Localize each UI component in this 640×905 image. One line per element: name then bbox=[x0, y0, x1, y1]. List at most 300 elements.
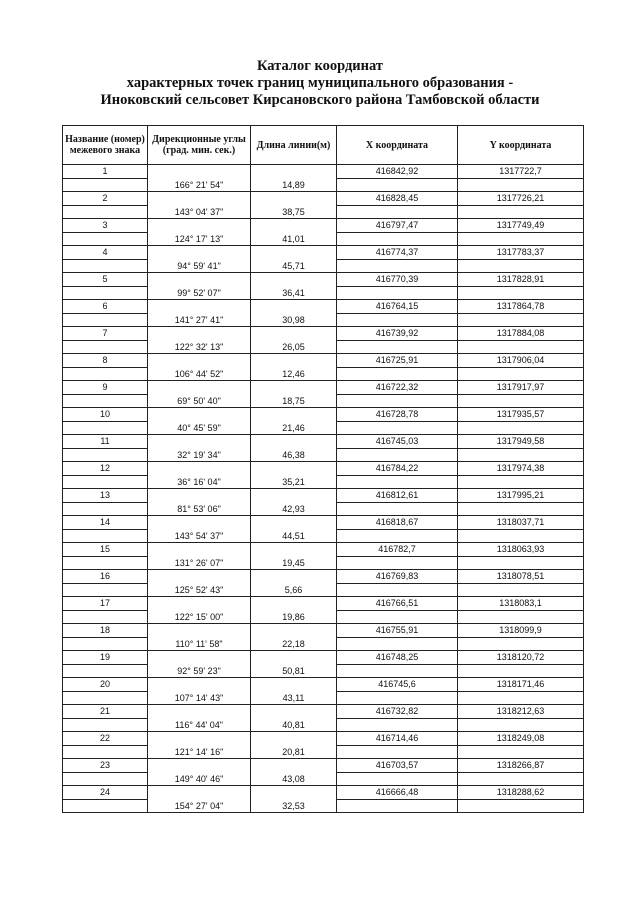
segment-row bbox=[63, 394, 584, 408]
point-row bbox=[63, 273, 584, 287]
empty-cell bbox=[337, 340, 458, 354]
empty-cell bbox=[251, 786, 337, 800]
segment-row bbox=[63, 718, 584, 732]
empty-cell bbox=[251, 651, 337, 665]
x-coordinate: 416732,82 bbox=[337, 705, 458, 719]
direction-angle: 125° 52' 43" bbox=[148, 583, 251, 597]
line-length: 30,98 bbox=[251, 313, 337, 327]
empty-cell bbox=[337, 745, 458, 759]
direction-angle: 110° 11' 58" bbox=[148, 637, 251, 651]
empty-cell bbox=[337, 259, 458, 273]
point-row bbox=[63, 597, 584, 611]
point-number: 3 bbox=[63, 219, 148, 233]
empty-cell bbox=[458, 664, 584, 678]
empty-cell bbox=[63, 475, 148, 489]
empty-cell bbox=[63, 394, 148, 408]
empty-cell bbox=[458, 718, 584, 732]
empty-cell bbox=[337, 583, 458, 597]
segment-row bbox=[63, 799, 584, 813]
y-coordinate: 1317884,08 bbox=[458, 327, 584, 341]
direction-angle: 122° 32' 13" bbox=[148, 340, 251, 354]
empty-cell bbox=[63, 556, 148, 570]
empty-cell bbox=[337, 286, 458, 300]
title-line-1: Каталог координат bbox=[256, 58, 384, 74]
empty-cell bbox=[148, 381, 251, 395]
empty-cell bbox=[458, 313, 584, 327]
empty-cell bbox=[63, 178, 148, 192]
empty-cell bbox=[337, 502, 458, 516]
line-length: 21,46 bbox=[251, 421, 337, 435]
empty-cell bbox=[148, 489, 251, 503]
x-coordinate: 416797,47 bbox=[337, 219, 458, 233]
x-coordinate: 416828,45 bbox=[337, 192, 458, 206]
empty-cell bbox=[458, 205, 584, 219]
segment-row bbox=[63, 178, 584, 192]
direction-angle: 141° 27' 41" bbox=[148, 313, 251, 327]
empty-cell bbox=[251, 300, 337, 314]
empty-cell bbox=[63, 664, 148, 678]
empty-cell bbox=[148, 705, 251, 719]
x-coordinate: 416755,91 bbox=[337, 624, 458, 638]
point-number: 1 bbox=[63, 165, 148, 179]
x-coordinate: 416784,22 bbox=[337, 462, 458, 476]
segment-row bbox=[63, 637, 584, 651]
y-coordinate: 1317864,78 bbox=[458, 300, 584, 314]
point-row bbox=[63, 516, 584, 530]
empty-cell bbox=[148, 192, 251, 206]
x-coordinate: 416745,03 bbox=[337, 435, 458, 449]
document-title bbox=[0, 58, 640, 109]
x-coordinate: 416782,7 bbox=[337, 543, 458, 557]
point-row bbox=[63, 219, 584, 233]
segment-row bbox=[63, 529, 584, 543]
empty-cell bbox=[337, 394, 458, 408]
direction-angle: 122° 15' 00" bbox=[148, 610, 251, 624]
x-coordinate: 416666,48 bbox=[337, 786, 458, 800]
y-coordinate: 1317783,37 bbox=[458, 246, 584, 260]
empty-cell bbox=[63, 583, 148, 597]
empty-cell bbox=[148, 435, 251, 449]
direction-angle: 131° 26' 07" bbox=[148, 556, 251, 570]
point-number: 12 bbox=[63, 462, 148, 476]
y-coordinate: 1318288,62 bbox=[458, 786, 584, 800]
point-number: 18 bbox=[63, 624, 148, 638]
direction-angle: 154° 27' 04" bbox=[148, 799, 251, 813]
segment-row bbox=[63, 259, 584, 273]
empty-cell bbox=[148, 516, 251, 530]
segment-row bbox=[63, 502, 584, 516]
empty-cell bbox=[251, 732, 337, 746]
direction-angle: 99° 52' 07" bbox=[148, 286, 251, 300]
point-number: 4 bbox=[63, 246, 148, 260]
empty-cell bbox=[458, 691, 584, 705]
empty-cell bbox=[63, 772, 148, 786]
point-number: 2 bbox=[63, 192, 148, 206]
y-coordinate: 1317828,91 bbox=[458, 273, 584, 287]
segment-row bbox=[63, 772, 584, 786]
point-row bbox=[63, 381, 584, 395]
line-length: 41,01 bbox=[251, 232, 337, 246]
segment-row bbox=[63, 340, 584, 354]
empty-cell bbox=[148, 732, 251, 746]
y-coordinate: 1318171,46 bbox=[458, 678, 584, 692]
segment-row bbox=[63, 448, 584, 462]
segment-row bbox=[63, 232, 584, 246]
empty-cell bbox=[458, 421, 584, 435]
empty-cell bbox=[251, 381, 337, 395]
point-number: 10 bbox=[63, 408, 148, 422]
empty-cell bbox=[63, 340, 148, 354]
empty-cell bbox=[251, 273, 337, 287]
line-length: 43,11 bbox=[251, 691, 337, 705]
point-row bbox=[63, 354, 584, 368]
empty-cell bbox=[148, 462, 251, 476]
point-row bbox=[63, 300, 584, 314]
line-length: 20,81 bbox=[251, 745, 337, 759]
empty-cell bbox=[251, 759, 337, 773]
empty-cell bbox=[251, 624, 337, 638]
empty-cell bbox=[148, 786, 251, 800]
y-coordinate: 1317974,38 bbox=[458, 462, 584, 476]
empty-cell bbox=[148, 678, 251, 692]
segment-row bbox=[63, 664, 584, 678]
line-length: 36,41 bbox=[251, 286, 337, 300]
y-coordinate: 1318037,71 bbox=[458, 516, 584, 530]
direction-angle: 106° 44' 52" bbox=[148, 367, 251, 381]
point-number: 11 bbox=[63, 435, 148, 449]
empty-cell bbox=[251, 516, 337, 530]
empty-cell bbox=[337, 610, 458, 624]
y-coordinate: 1317995,21 bbox=[458, 489, 584, 503]
line-length: 50,81 bbox=[251, 664, 337, 678]
header-x: X координата bbox=[337, 126, 458, 165]
line-length: 18,75 bbox=[251, 394, 337, 408]
empty-cell bbox=[337, 556, 458, 570]
point-number: 16 bbox=[63, 570, 148, 584]
x-coordinate: 416714,46 bbox=[337, 732, 458, 746]
y-coordinate: 1317917,97 bbox=[458, 381, 584, 395]
line-length: 42,93 bbox=[251, 502, 337, 516]
point-number: 19 bbox=[63, 651, 148, 665]
point-row bbox=[63, 489, 584, 503]
point-number: 23 bbox=[63, 759, 148, 773]
empty-cell bbox=[251, 246, 337, 260]
empty-cell bbox=[458, 637, 584, 651]
direction-angle: 121° 14' 16" bbox=[148, 745, 251, 759]
line-length: 14,89 bbox=[251, 178, 337, 192]
segment-row bbox=[63, 313, 584, 327]
empty-cell bbox=[337, 205, 458, 219]
empty-cell bbox=[337, 691, 458, 705]
empty-cell bbox=[337, 772, 458, 786]
segment-row bbox=[63, 583, 584, 597]
header-angle: Дирекционные углы (град. мин. сек.) bbox=[148, 126, 251, 165]
empty-cell bbox=[337, 529, 458, 543]
point-row bbox=[63, 678, 584, 692]
x-coordinate: 416842,92 bbox=[337, 165, 458, 179]
point-row bbox=[63, 759, 584, 773]
empty-cell bbox=[251, 192, 337, 206]
direction-angle: 36° 16' 04" bbox=[148, 475, 251, 489]
empty-cell bbox=[337, 178, 458, 192]
direction-angle: 94° 59' 41" bbox=[148, 259, 251, 273]
empty-cell bbox=[458, 178, 584, 192]
x-coordinate: 416722,32 bbox=[337, 381, 458, 395]
direction-angle: 124° 17' 13" bbox=[148, 232, 251, 246]
point-row bbox=[63, 462, 584, 476]
x-coordinate: 416774,37 bbox=[337, 246, 458, 260]
point-number: 24 bbox=[63, 786, 148, 800]
line-length: 38,75 bbox=[251, 205, 337, 219]
direction-angle: 116° 44' 04" bbox=[148, 718, 251, 732]
segment-row bbox=[63, 610, 584, 624]
segment-row bbox=[63, 205, 584, 219]
point-row bbox=[63, 705, 584, 719]
direction-angle: 166° 21' 54" bbox=[148, 178, 251, 192]
x-coordinate: 416769,83 bbox=[337, 570, 458, 584]
empty-cell bbox=[337, 313, 458, 327]
line-length: 19,45 bbox=[251, 556, 337, 570]
point-row bbox=[63, 543, 584, 557]
segment-row bbox=[63, 556, 584, 570]
empty-cell bbox=[63, 421, 148, 435]
direction-angle: 143° 04' 37" bbox=[148, 205, 251, 219]
line-length: 43,08 bbox=[251, 772, 337, 786]
segment-row bbox=[63, 691, 584, 705]
empty-cell bbox=[63, 259, 148, 273]
segment-row bbox=[63, 286, 584, 300]
empty-cell bbox=[148, 300, 251, 314]
empty-cell bbox=[251, 570, 337, 584]
empty-cell bbox=[63, 232, 148, 246]
line-length: 32,53 bbox=[251, 799, 337, 813]
empty-cell bbox=[251, 597, 337, 611]
point-row bbox=[63, 732, 584, 746]
point-number: 13 bbox=[63, 489, 148, 503]
line-length: 45,71 bbox=[251, 259, 337, 273]
point-number: 15 bbox=[63, 543, 148, 557]
line-length: 12,46 bbox=[251, 367, 337, 381]
direction-angle: 69° 50' 40" bbox=[148, 394, 251, 408]
empty-cell bbox=[251, 327, 337, 341]
x-coordinate: 416818,67 bbox=[337, 516, 458, 530]
line-length: 22,18 bbox=[251, 637, 337, 651]
x-coordinate: 416764,15 bbox=[337, 300, 458, 314]
header-y: Y координата bbox=[458, 126, 584, 165]
empty-cell bbox=[148, 651, 251, 665]
point-number: 17 bbox=[63, 597, 148, 611]
empty-cell bbox=[148, 327, 251, 341]
empty-cell bbox=[337, 421, 458, 435]
segment-row bbox=[63, 745, 584, 759]
y-coordinate: 1317722,7 bbox=[458, 165, 584, 179]
title-line-2: характерных точек границ муниципального образования - bbox=[126, 75, 514, 91]
empty-cell bbox=[148, 408, 251, 422]
point-row bbox=[63, 408, 584, 422]
point-number: 20 bbox=[63, 678, 148, 692]
point-row bbox=[63, 624, 584, 638]
direction-angle: 107° 14' 43" bbox=[148, 691, 251, 705]
line-length: 5,66 bbox=[251, 583, 337, 597]
empty-cell bbox=[148, 219, 251, 233]
empty-cell bbox=[458, 286, 584, 300]
x-coordinate: 416728,78 bbox=[337, 408, 458, 422]
direction-angle: 32° 19' 34" bbox=[148, 448, 251, 462]
line-length: 35,21 bbox=[251, 475, 337, 489]
empty-cell bbox=[251, 705, 337, 719]
point-row bbox=[63, 327, 584, 341]
title-line-3: Иноковский сельсовет Кирсановского района Тамбовской области bbox=[100, 92, 540, 108]
empty-cell bbox=[458, 745, 584, 759]
x-coordinate: 416812,61 bbox=[337, 489, 458, 503]
x-coordinate: 416748,25 bbox=[337, 651, 458, 665]
empty-cell bbox=[458, 232, 584, 246]
empty-cell bbox=[148, 570, 251, 584]
empty-cell bbox=[251, 219, 337, 233]
empty-cell bbox=[63, 799, 148, 813]
empty-cell bbox=[337, 799, 458, 813]
y-coordinate: 1318063,93 bbox=[458, 543, 584, 557]
x-coordinate: 416739,92 bbox=[337, 327, 458, 341]
point-number: 9 bbox=[63, 381, 148, 395]
table-body bbox=[63, 165, 584, 813]
y-coordinate: 1318212,63 bbox=[458, 705, 584, 719]
line-length: 44,51 bbox=[251, 529, 337, 543]
empty-cell bbox=[148, 624, 251, 638]
empty-cell bbox=[63, 205, 148, 219]
empty-cell bbox=[251, 489, 337, 503]
empty-cell bbox=[63, 691, 148, 705]
empty-cell bbox=[63, 637, 148, 651]
point-number: 6 bbox=[63, 300, 148, 314]
empty-cell bbox=[63, 367, 148, 381]
direction-angle: 81° 53' 06" bbox=[148, 502, 251, 516]
line-length: 46,38 bbox=[251, 448, 337, 462]
point-number: 7 bbox=[63, 327, 148, 341]
direction-angle: 40° 45' 59" bbox=[148, 421, 251, 435]
empty-cell bbox=[251, 354, 337, 368]
empty-cell bbox=[63, 313, 148, 327]
empty-cell bbox=[337, 718, 458, 732]
empty-cell bbox=[63, 718, 148, 732]
header-name: Название (номер) межевого знака bbox=[63, 126, 148, 165]
empty-cell bbox=[148, 354, 251, 368]
empty-cell bbox=[251, 408, 337, 422]
line-length: 40,81 bbox=[251, 718, 337, 732]
empty-cell bbox=[458, 394, 584, 408]
y-coordinate: 1317935,57 bbox=[458, 408, 584, 422]
empty-cell bbox=[337, 448, 458, 462]
x-coordinate: 416770,39 bbox=[337, 273, 458, 287]
header-length: Длина линии(м) bbox=[251, 126, 337, 165]
y-coordinate: 1317726,21 bbox=[458, 192, 584, 206]
point-number: 5 bbox=[63, 273, 148, 287]
empty-cell bbox=[251, 435, 337, 449]
segment-row bbox=[63, 475, 584, 489]
empty-cell bbox=[148, 543, 251, 557]
point-row bbox=[63, 246, 584, 260]
empty-cell bbox=[63, 286, 148, 300]
empty-cell bbox=[148, 273, 251, 287]
empty-cell bbox=[458, 583, 584, 597]
y-coordinate: 1317749,49 bbox=[458, 219, 584, 233]
empty-cell bbox=[63, 529, 148, 543]
y-coordinate: 1318099,9 bbox=[458, 624, 584, 638]
direction-angle: 92° 59' 23" bbox=[148, 664, 251, 678]
x-coordinate: 416725,91 bbox=[337, 354, 458, 368]
empty-cell bbox=[337, 367, 458, 381]
empty-cell bbox=[337, 475, 458, 489]
segment-row bbox=[63, 421, 584, 435]
table-header-row bbox=[63, 126, 584, 165]
empty-cell bbox=[251, 462, 337, 476]
empty-cell bbox=[458, 556, 584, 570]
point-row bbox=[63, 570, 584, 584]
y-coordinate: 1318120,72 bbox=[458, 651, 584, 665]
y-coordinate: 1318266,87 bbox=[458, 759, 584, 773]
empty-cell bbox=[148, 165, 251, 179]
point-number: 22 bbox=[63, 732, 148, 746]
x-coordinate: 416745,6 bbox=[337, 678, 458, 692]
empty-cell bbox=[337, 637, 458, 651]
point-row bbox=[63, 165, 584, 179]
segment-row bbox=[63, 367, 584, 381]
empty-cell bbox=[458, 529, 584, 543]
y-coordinate: 1317906,04 bbox=[458, 354, 584, 368]
point-row bbox=[63, 786, 584, 800]
empty-cell bbox=[337, 664, 458, 678]
y-coordinate: 1318249,08 bbox=[458, 732, 584, 746]
y-coordinate: 1318078,51 bbox=[458, 570, 584, 584]
empty-cell bbox=[458, 502, 584, 516]
y-coordinate: 1318083,1 bbox=[458, 597, 584, 611]
line-length: 26,05 bbox=[251, 340, 337, 354]
point-row bbox=[63, 192, 584, 206]
empty-cell bbox=[63, 745, 148, 759]
direction-angle: 149° 40' 46" bbox=[148, 772, 251, 786]
point-row bbox=[63, 435, 584, 449]
empty-cell bbox=[148, 597, 251, 611]
empty-cell bbox=[63, 448, 148, 462]
empty-cell bbox=[458, 799, 584, 813]
empty-cell bbox=[458, 610, 584, 624]
empty-cell bbox=[458, 475, 584, 489]
empty-cell bbox=[337, 232, 458, 246]
point-number: 8 bbox=[63, 354, 148, 368]
direction-angle: 143° 54' 37" bbox=[148, 529, 251, 543]
empty-cell bbox=[458, 772, 584, 786]
empty-cell bbox=[63, 610, 148, 624]
point-number: 14 bbox=[63, 516, 148, 530]
empty-cell bbox=[458, 259, 584, 273]
point-number: 21 bbox=[63, 705, 148, 719]
x-coordinate: 416766,51 bbox=[337, 597, 458, 611]
empty-cell bbox=[251, 543, 337, 557]
empty-cell bbox=[458, 448, 584, 462]
x-coordinate: 416703,57 bbox=[337, 759, 458, 773]
line-length: 19,86 bbox=[251, 610, 337, 624]
empty-cell bbox=[251, 165, 337, 179]
point-row bbox=[63, 651, 584, 665]
empty-cell bbox=[148, 759, 251, 773]
empty-cell bbox=[251, 678, 337, 692]
empty-cell bbox=[63, 502, 148, 516]
empty-cell bbox=[148, 246, 251, 260]
empty-cell bbox=[458, 367, 584, 381]
coordinates-table bbox=[62, 125, 584, 813]
empty-cell bbox=[458, 340, 584, 354]
y-coordinate: 1317949,58 bbox=[458, 435, 584, 449]
